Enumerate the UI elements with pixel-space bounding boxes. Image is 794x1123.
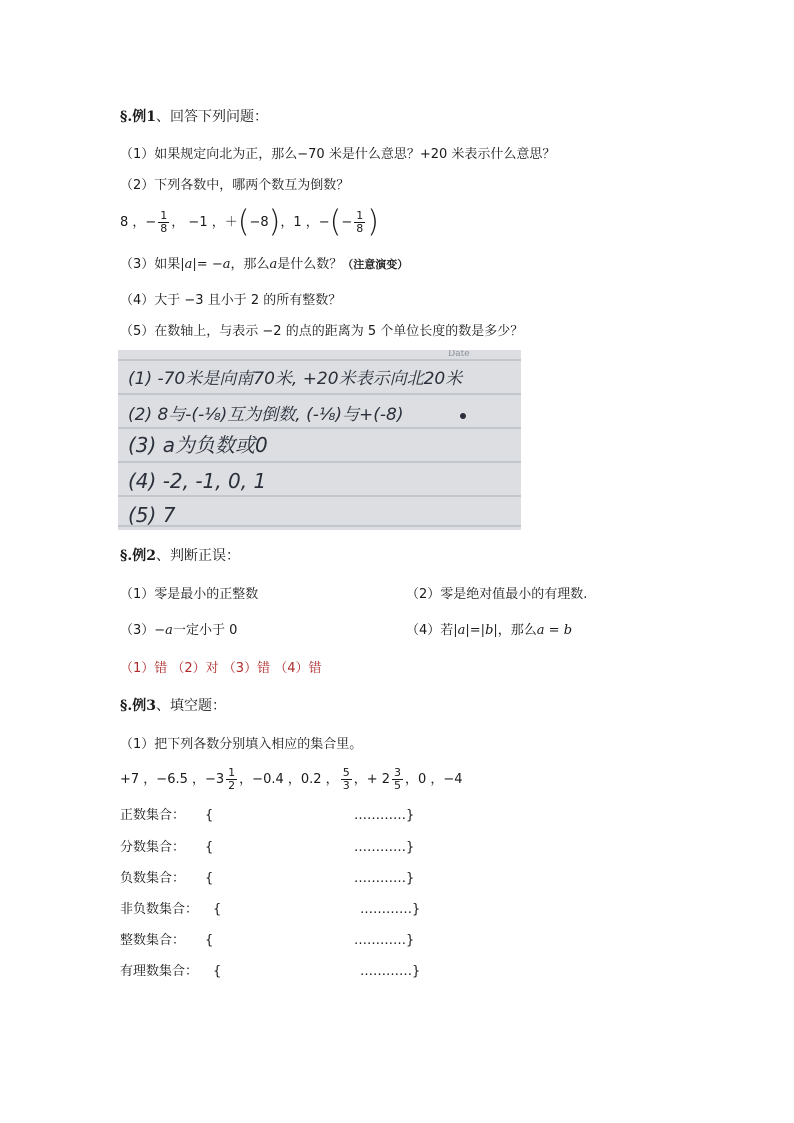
ex3-number-list: +7 ，−6.5 ，−3 $\frac{1}{2}$ ，−0.4 ，0.2 ， $\frac{5}{3}$ ，+ 2 $\frac{3}{5}$ ，0 ，−4: [120, 766, 463, 792]
abs-expression: |a|= −a: [180, 257, 231, 272]
fraction-one-half: $\frac{1}{2}$: [228, 766, 236, 792]
number-list-middle: ， −1 ，＋: [171, 215, 238, 230]
example-1-heading: [120, 108, 268, 126]
set-fraction: 分数集合： { …………}: [120, 840, 415, 855]
fraction-three-fifths: $\frac{3}{5}$: [393, 766, 401, 792]
set-positive: 正数集合： { …………}: [120, 808, 415, 823]
handwritten-line-3: (3) a为负数或0: [128, 433, 268, 457]
inner-minus: −: [341, 215, 353, 230]
photo-date-label: Date: [448, 350, 470, 359]
fraction-one-eighth: $\frac{1}{8}$: [160, 209, 168, 235]
handwritten-line-4: (4) -2, -1, 0, 1: [128, 469, 267, 493]
ex1-question-3: （3）如果|a|= −a，那么a是什么数？（注意演变）: [120, 257, 409, 272]
number-8-text: 8 ，−: [120, 215, 157, 230]
handwritten-line-5: (5) 7: [128, 503, 176, 527]
ex2-item-2: （2）零是绝对值最小的有理数.: [406, 587, 588, 602]
ex1-question-4: （4）大于 −3 且小于 2 的所有整数？: [120, 293, 342, 308]
ex2-item-3: （3）−a一定小于 0: [120, 623, 238, 638]
example-1-prefix: §.例: [120, 109, 147, 125]
set-integer: 整数集合： { …………}: [120, 933, 415, 948]
ex1-question-2-numbers: 8 ，− $\frac{1}{8}$ ， −1 ，＋(−8)，1 ，−(− $\frac{1}{8}$ ): [120, 204, 379, 240]
example-1-title: 、回答下列问题：: [155, 109, 268, 125]
handwritten-line-2: (2) 8与-(-⅛)互为倒数, (-⅛)与+(-8): [128, 405, 404, 425]
set-negative: 负数集合： { …………}: [120, 871, 415, 886]
ex2-item-1: （1）零是最小的正整数: [120, 587, 259, 602]
set-non-negative: 非负数集合： { …………}: [120, 902, 421, 917]
ex1-question-5: （5）在数轴上，与表示 −2 的点的距离为 5 个单位长度的数是多少？: [120, 324, 524, 339]
set-rational: 有理数集合： { …………}: [120, 964, 421, 979]
number-neg-8: −8: [249, 215, 269, 230]
number-list-tail: ，1 ，−: [280, 215, 330, 230]
example-1-number: 1: [146, 109, 156, 125]
handwritten-line-1: (1) -70米是向南70米, +20米表示向北20米: [128, 369, 463, 389]
fraction-five-thirds: $\frac{5}{3}$: [342, 766, 350, 792]
ex2-answer: （1）错 （2）对 （3）错 （4）错: [120, 661, 322, 676]
ex1-question-2: （2）下列各数中，哪两个数互为倒数？: [120, 178, 350, 193]
handwritten-answer-photo: [118, 350, 521, 530]
ex3-question-1: （1）把下列各数分别填入相应的集合里。: [120, 737, 363, 752]
ex1-question-1: （1）如果规定向北为正，那么−70 米是什么意思？+20 米表示什么意思？: [120, 147, 556, 162]
fraction-one-eighth-nested: $\frac{1}{8}$: [356, 209, 364, 235]
example-2-heading: §.例2、判断正误：: [120, 548, 240, 564]
ex2-item-4: （4）若|a|=|b|，那么a = b: [406, 623, 573, 638]
note-text: （注意演变）: [342, 258, 409, 271]
example-3-heading: §.例3、填空题：: [120, 698, 226, 714]
